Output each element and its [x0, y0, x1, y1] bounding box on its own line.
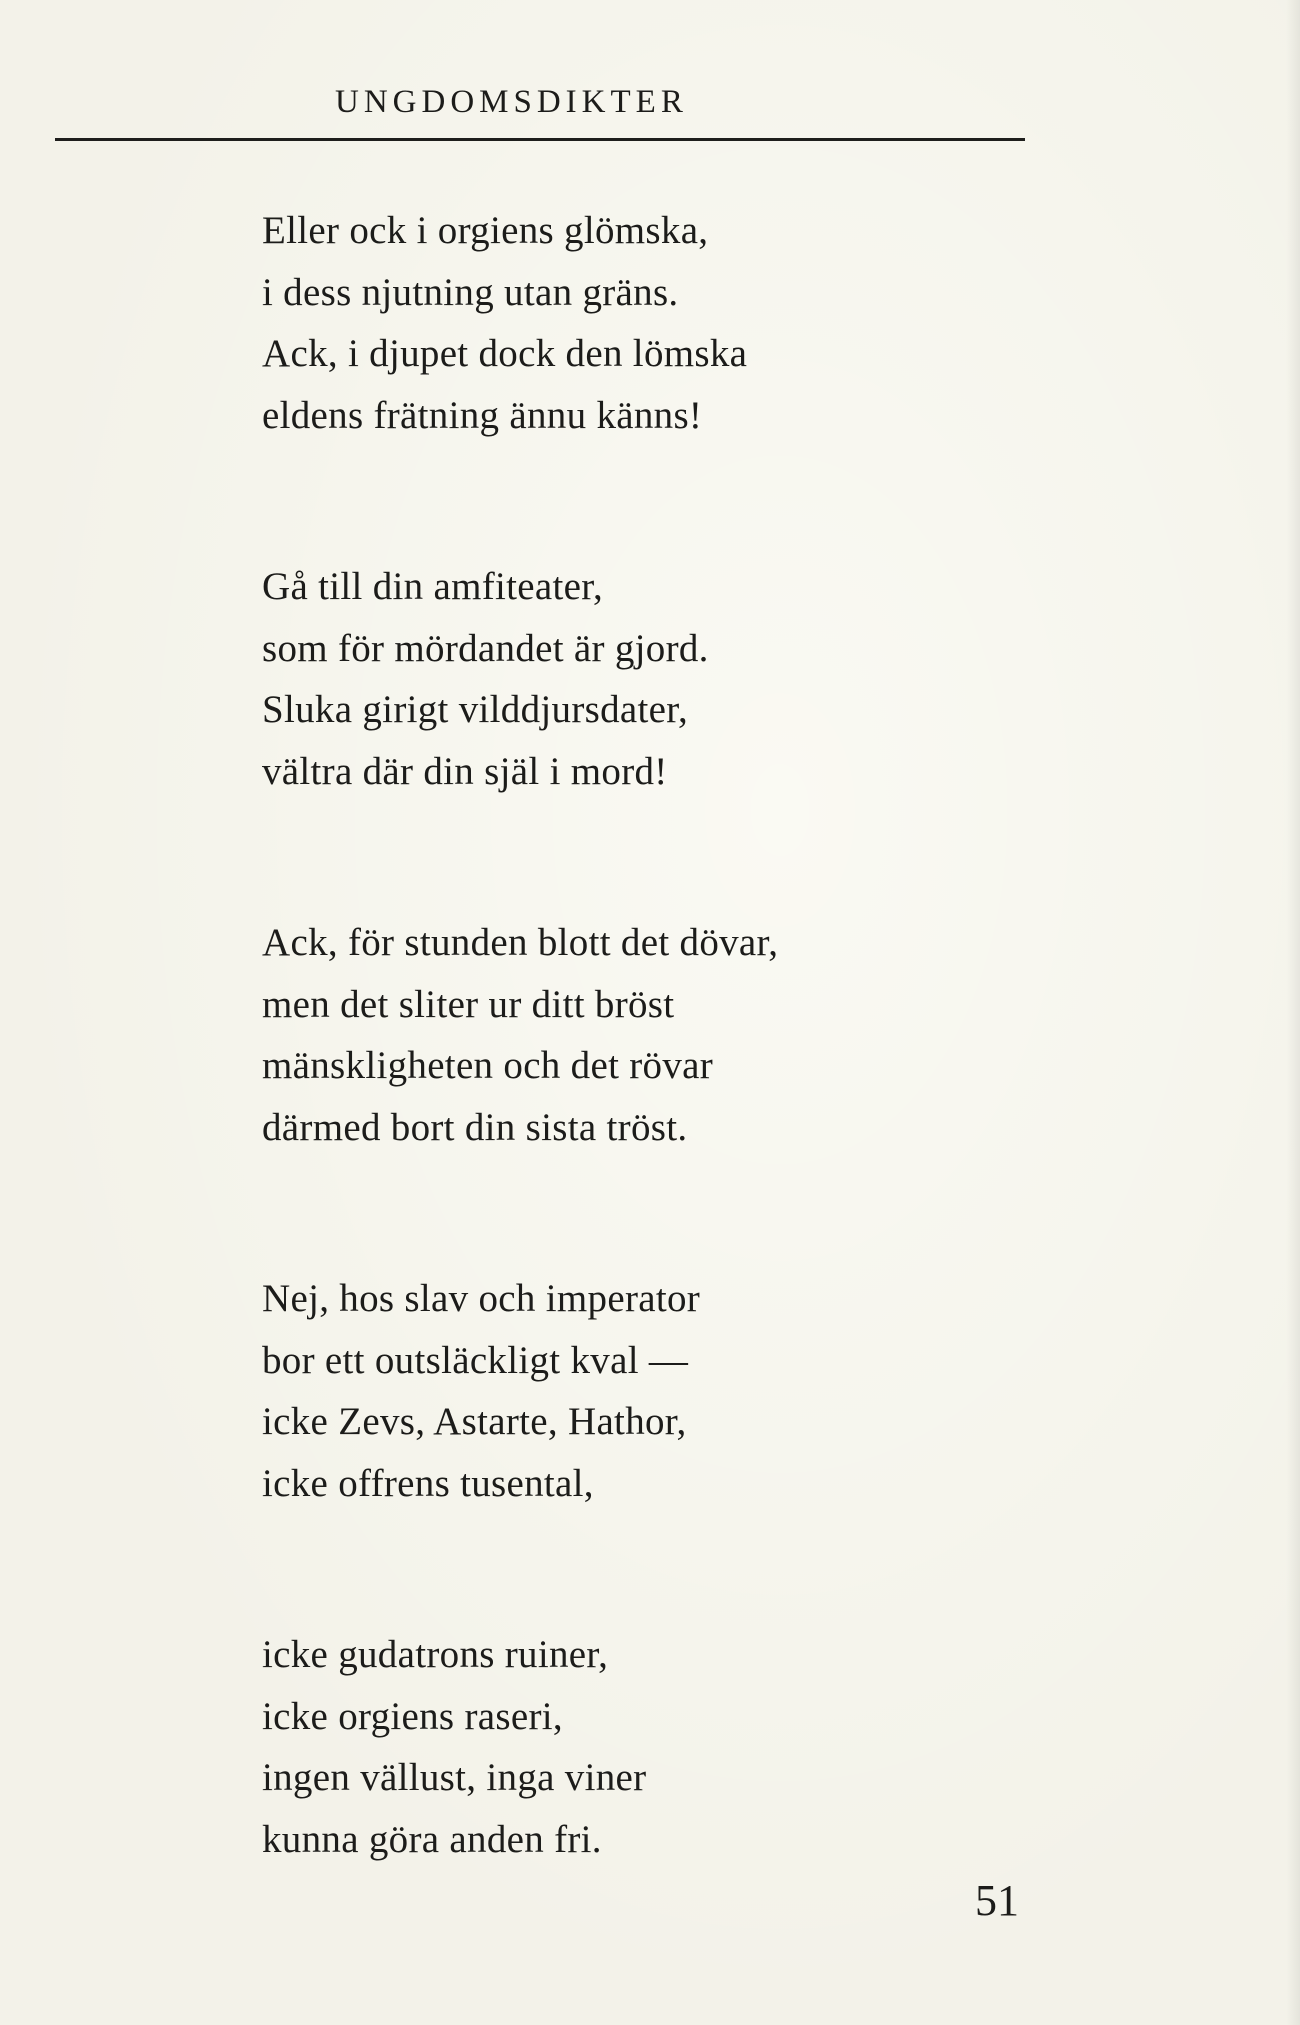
running-head: UNGDOMSDIKTER: [335, 84, 688, 120]
verse-line: Eller ock i orgiens glömska,: [262, 209, 709, 252]
poem-body: [262, 200, 1082, 1980]
verse-line: icke gudatrons ruiner,: [262, 1633, 609, 1676]
verse-line: ingen vällust, inga viner: [262, 1756, 647, 1799]
verse-line: i dess njutning utan gräns.: [262, 270, 679, 314]
verse-line: icke orgiens raseri,: [262, 1694, 563, 1738]
verse-line: bor ett outsläckligt kval —: [262, 1338, 689, 1382]
verse-line: Nej, hos slav och imperator: [262, 1277, 701, 1320]
verse-line: Gå till din amfiteater,: [262, 565, 604, 608]
verse-line: kunna göra anden fri.: [262, 1817, 602, 1861]
verse-line: eldens frätning ännu känns!: [262, 393, 703, 437]
stanza: [262, 200, 1082, 446]
stanza: [262, 912, 1082, 1158]
stanza: [262, 556, 1082, 802]
stanza: [262, 1268, 1082, 1514]
verse-line: Ack, för stunden blott det dövar,: [262, 921, 779, 964]
verse-line: som för mördandet är gjord.: [262, 626, 709, 670]
verse-line: vältra där din själ i mord!: [262, 749, 668, 793]
page-number: 51: [975, 1876, 1019, 1925]
verse-line: men det sliter ur ditt bröst: [262, 982, 675, 1026]
header-rule: [55, 138, 1025, 141]
stanza: [262, 1624, 1082, 1870]
verse-line: mänskligheten och det rövar: [262, 1044, 714, 1087]
page-edge-shadow: [1286, 0, 1300, 2025]
verse-line: Ack, i djupet dock den lömska: [262, 332, 748, 375]
verse-line: icke offrens tusental,: [262, 1461, 594, 1505]
verse-line: därmed bort din sista tröst.: [262, 1105, 688, 1149]
verse-line: Sluka girigt vilddjursdater,: [262, 688, 689, 731]
verse-line: icke Zevs, Astarte, Hathor,: [262, 1400, 687, 1443]
